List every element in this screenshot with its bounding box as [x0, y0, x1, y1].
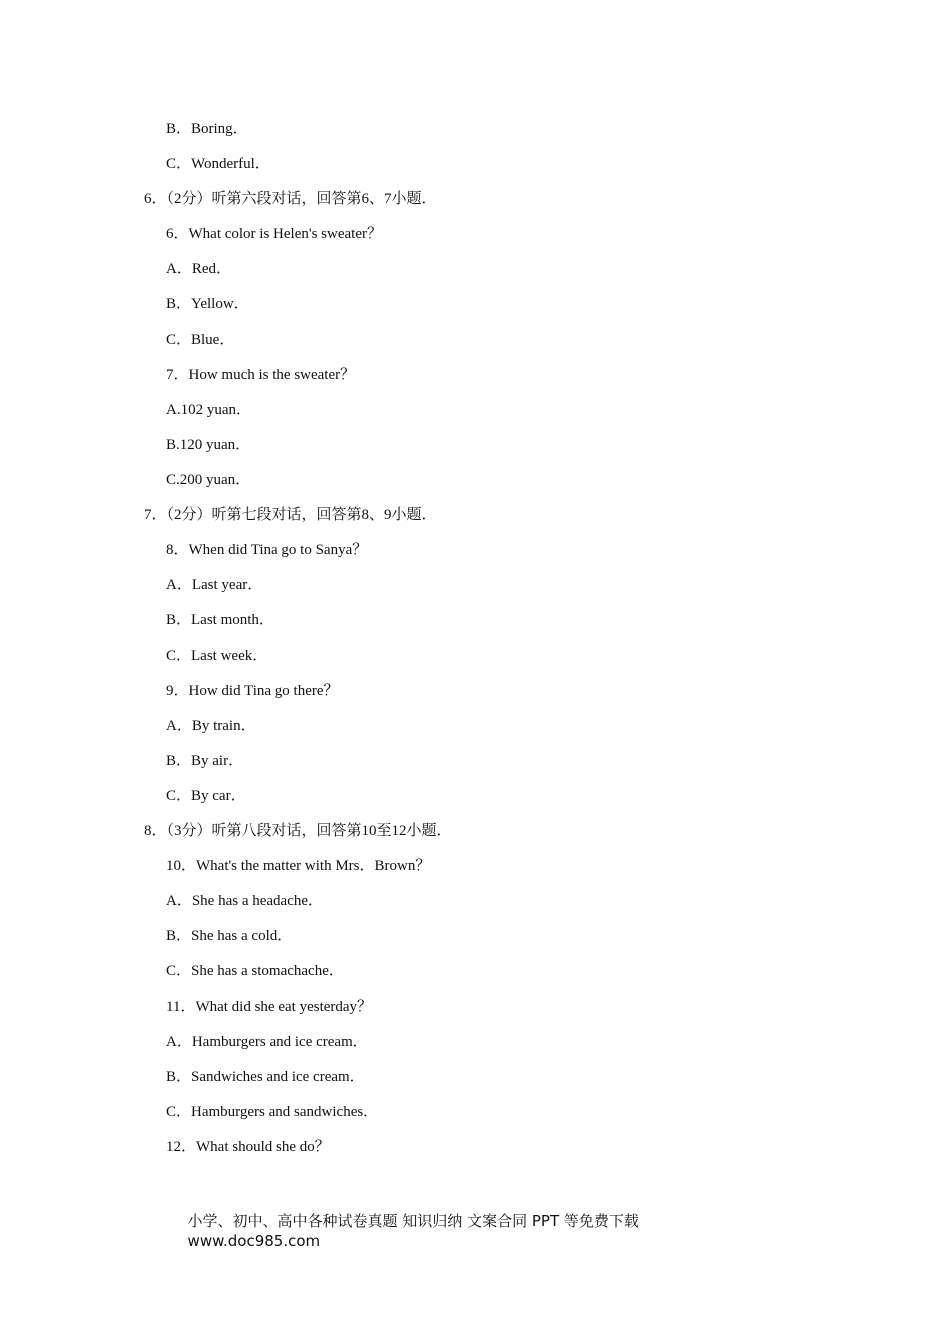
option-6a: A．Red．: [166, 261, 231, 277]
section-6-heading: 6．（2分）听第六段对话，回答第6、7小题．: [144, 191, 437, 207]
section-8-heading: 8．（3分）听第八段对话，回答第10至12小题．: [144, 823, 452, 839]
option-7a: A.102 yuan．: [166, 402, 251, 418]
option-7b: B.120 yuan．: [166, 437, 251, 453]
question-8: 8．When did Tina go to Sanya？: [166, 542, 368, 558]
question-12: 12．What should she do？: [166, 1139, 330, 1155]
option-6b: B．Yellow．: [166, 296, 249, 312]
question-10: 10．What's the matter with Mrs．Brown？: [166, 858, 431, 874]
option-5c: C．Wonderful．: [166, 156, 270, 172]
option-11a: A．Hamburgers and ice cream．: [166, 1034, 368, 1050]
option-8c: C．Last week．: [166, 648, 268, 664]
option-11b: B．Sandwiches and ice cream．: [166, 1069, 365, 1085]
footer-url[interactable]: www.doc985.com: [187, 1232, 321, 1250]
option-6c: C．Blue．: [166, 332, 235, 348]
option-9b: B．By air．: [166, 753, 244, 769]
option-8b: B．Last month．: [166, 612, 274, 628]
footer-text: 小学、初中、高中各种试卷真题 知识归纳 文案合同 PPT 等免费下载: [187, 1212, 639, 1230]
page-footer: [178, 1191, 639, 1251]
option-9c: C．By car．: [166, 788, 246, 804]
option-9a: A．By train．: [166, 718, 256, 734]
question-6: 6．What color is Helen's sweater？: [166, 226, 382, 242]
option-10b: B．She has a cold．: [166, 928, 293, 944]
option-10c: C．She has a stomachache．: [166, 963, 344, 979]
question-9: 9．How did Tina go there？: [166, 683, 339, 699]
option-10a: A．She has a headache．: [166, 893, 324, 909]
question-7: 7．How much is the sweater？: [166, 367, 356, 383]
question-11: 11．What did she eat yesterday？: [166, 999, 373, 1015]
option-8a: A．Last year．: [166, 577, 263, 593]
option-5b: B．Boring．: [166, 121, 248, 137]
option-11c: C．Hamburgers and sandwiches．: [166, 1104, 379, 1120]
section-7-heading: 7．（2分）听第七段对话，回答第8、9小题．: [144, 507, 437, 523]
option-7c: C.200 yuan．: [166, 472, 251, 488]
